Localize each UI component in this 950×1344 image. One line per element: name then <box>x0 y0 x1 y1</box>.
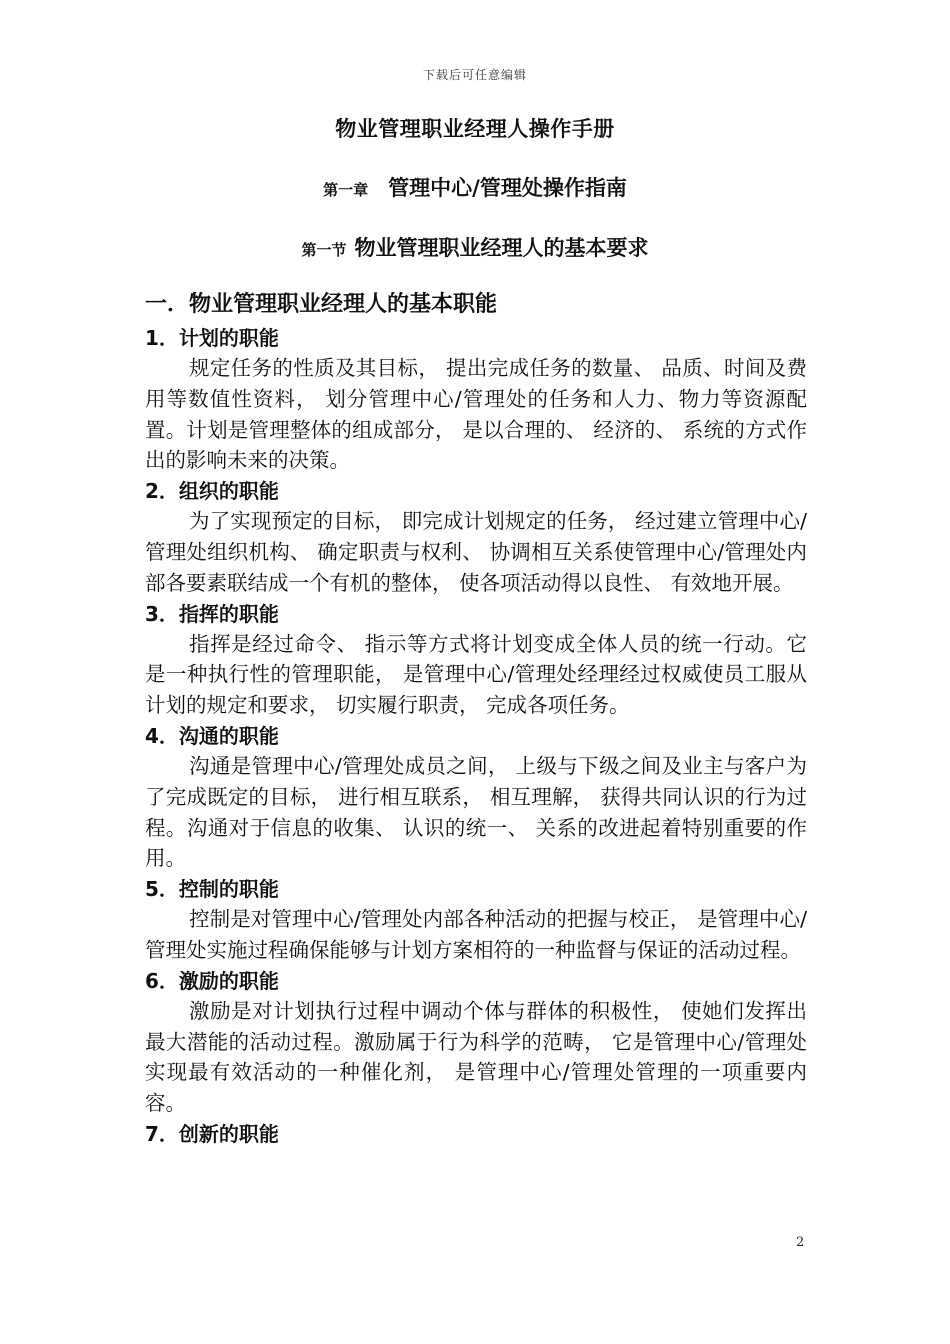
main-heading: 一．物业管理职业经理人的基本职能 <box>145 292 498 317</box>
item-heading-communicate: 4．沟通的职能 <box>145 723 279 748</box>
item-text-control: 控制是对管理中心/管理处内部各种活动的把握与校正， 是管理中心/管理处实施过程确保能够与计划方案相符的一种监督与保证的活动过程。 <box>145 907 807 962</box>
item-heading-motivate: 6．激励的职能 <box>145 968 279 993</box>
item-text-motivate: 激励是对计划执行过程中调动个体与群体的积极性， 使她们发挥出最大潜能的活动过程。激励属于行为科学的范畴， 它是管理中心/管理处实现最有效活动的一种催化剂， 是管理中心/管理处管理的一项重要内容。 <box>145 998 807 1116</box>
section-name: 物业管理职业经理人的基本要求 <box>354 236 649 260</box>
item-heading-command: 3．指挥的职能 <box>145 601 279 626</box>
item-text-organize: 为了实现预定的目标， 即完成计划规定的任务， 经过建立管理中心/管理处组织机构、 确定职责与权利、 协调相互关系使管理中心/管理处内部各要素联结成一个有机的整体， 使各项活动得以良性、 有效地开展。 <box>145 509 807 595</box>
chapter-name: 管理中心/管理处操作指南 <box>388 176 627 200</box>
page-number: 2 <box>796 1235 805 1250</box>
chapter-label: 第一章 <box>323 181 369 199</box>
section-title <box>0 232 950 262</box>
header-note: 下载后可任意编辑 <box>422 68 527 82</box>
item-heading-plan: 1．计划的职能 <box>145 326 279 350</box>
item-text-plan: 规定任务的性质及其目标， 提出完成任务的数量、 品质、时间及费用等数值性资料， 划分管理中心/管理处的任务和人力、物力等资源配置。计划是管理整体的组成部分， 是以合理的、 经济的、 系统的方式作出的影响未来的决策。 <box>145 356 807 473</box>
document-body <box>145 287 807 1149</box>
section-label: 第一节 <box>301 241 347 259</box>
document-title: 物业管理职业经理人操作手册 <box>335 117 615 141</box>
chapter-title <box>0 172 950 202</box>
item-text-communicate: 沟通是管理中心/管理处成员之间， 上级与下级之间及业主与客户为了完成既定的目标， 进行相互联系， 相互理解， 获得共同认识的行为过程。沟通对于信息的收集、 认识的统一、 关系的改进起着特别重要的作用。 <box>145 753 807 871</box>
item-text-command: 指挥是经过命令、 指示等方式将计划变成全体人员的统一行动。它是一种执行性的管理职能， 是管理中心/管理处经理经过权威使员工服从计划的规定和要求， 切实履行职责， 完成各项任务。 <box>145 631 807 718</box>
item-heading-control: 5．控制的职能 <box>145 877 279 902</box>
item-heading-organize: 2．组织的职能 <box>145 479 279 504</box>
item-heading-innovate: 7．创新的职能 <box>145 1121 279 1146</box>
